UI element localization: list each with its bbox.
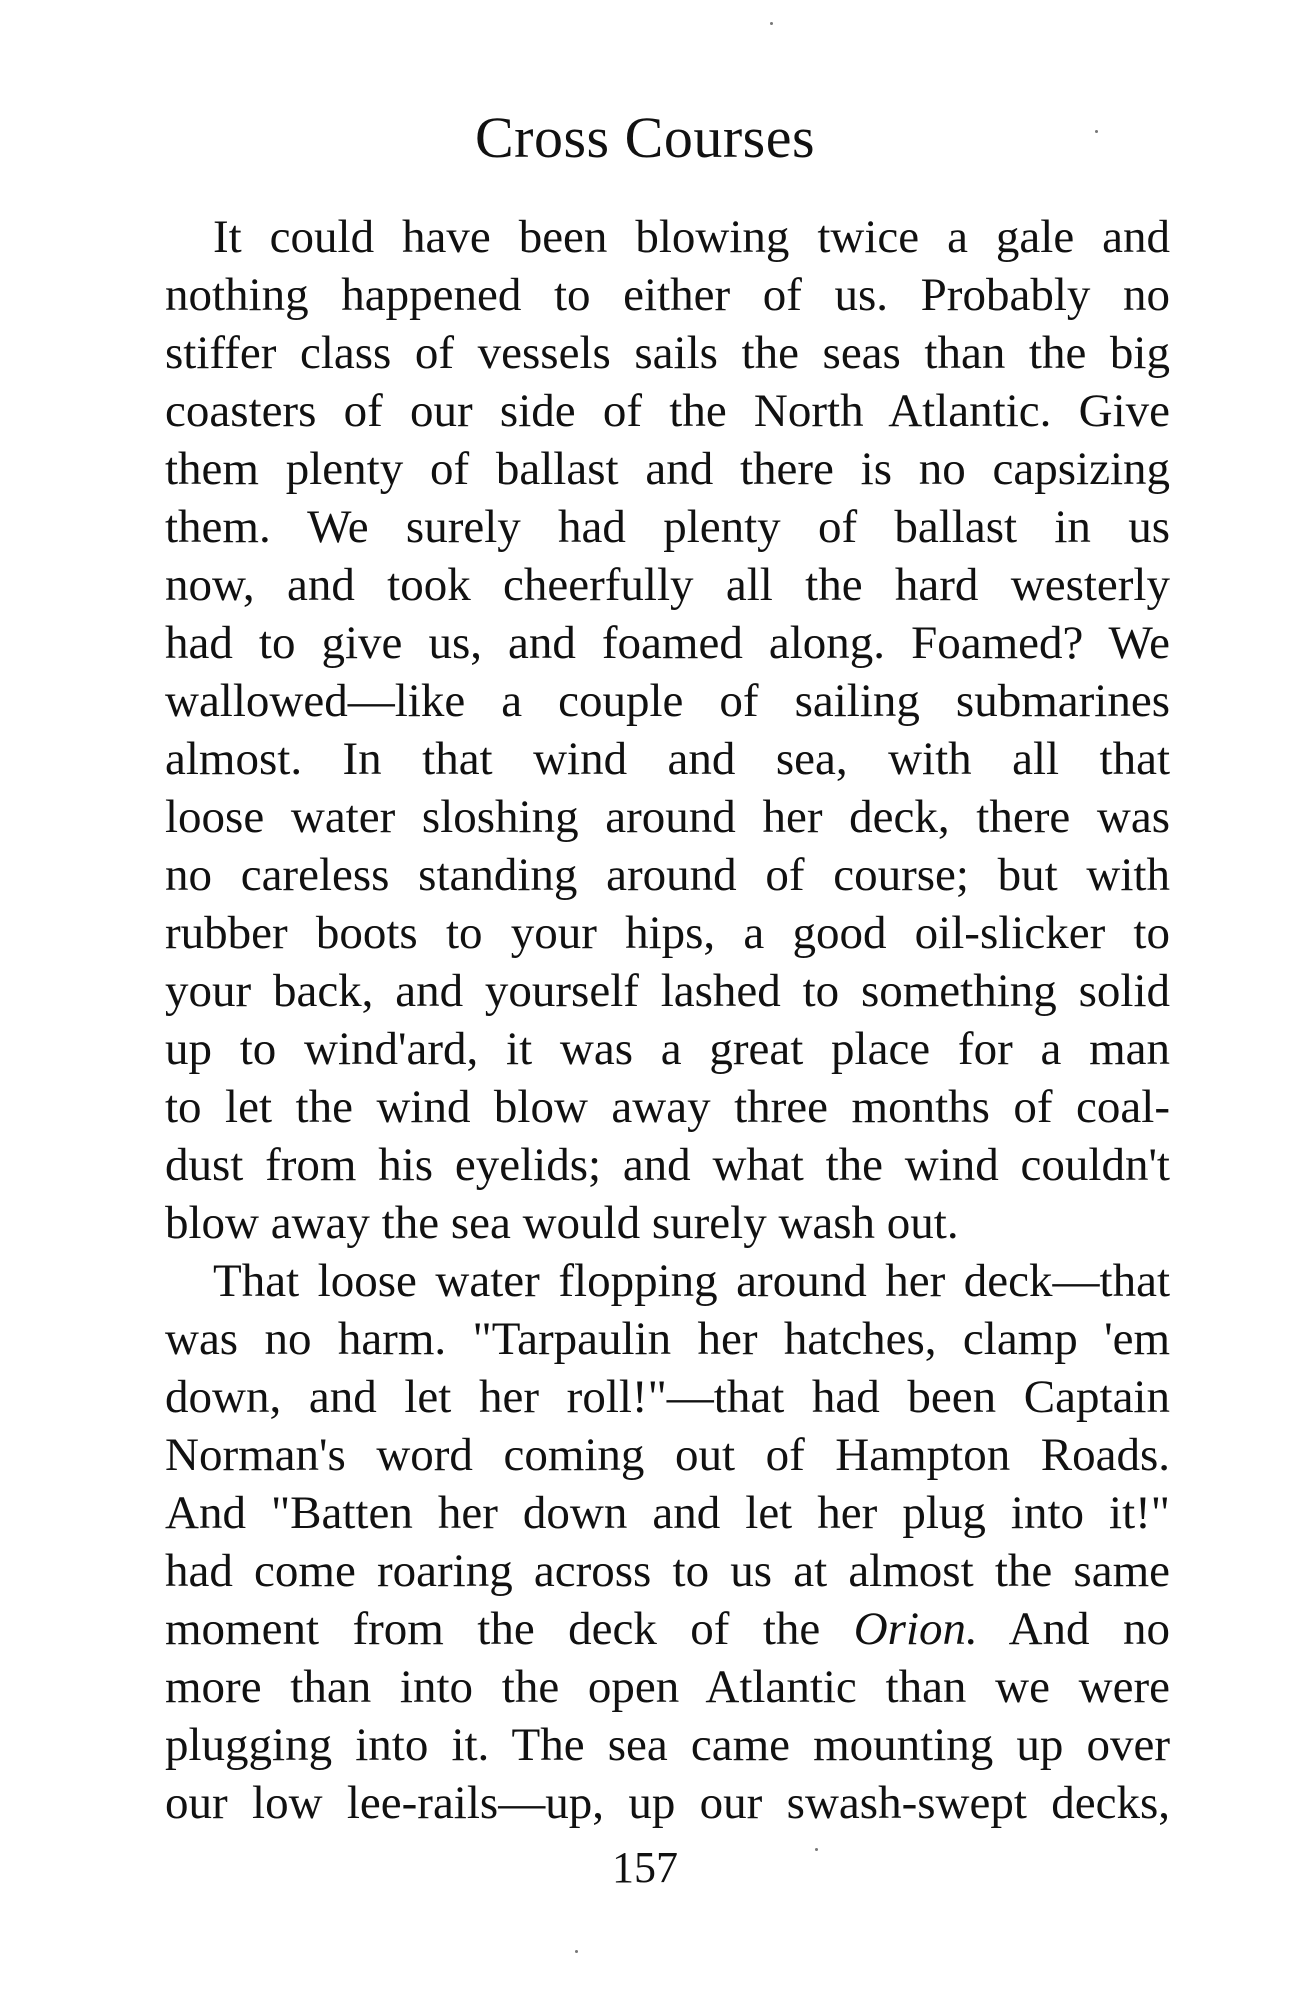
text-line: now, and took cheerfully all the hard westerly [165, 559, 1170, 611]
text-line: dust from his eyelids; and what the wind couldn't [165, 1139, 1170, 1191]
paper-speck [815, 1848, 818, 1851]
text-segment: And no [1008, 1603, 1170, 1655]
paper-speck [575, 1950, 578, 1953]
text-line: Norman's word coming out of Hampton Roads. [165, 1429, 1170, 1481]
text-line: our low lee-rails—up, up our swash-swept decks, [165, 1777, 1170, 1829]
running-head: Cross Courses [474, 105, 816, 170]
body-text [165, 208, 1170, 1832]
text-line: almost. In that wind and sea, with all that [165, 733, 1170, 785]
text-line: had to give us, and foamed along. Foamed? We [165, 617, 1170, 669]
text-line: to let the wind blow away three months of coal- [165, 1081, 1170, 1133]
paper-speck [770, 22, 773, 25]
text-line: nothing happened to either of us. Probably no [165, 269, 1170, 321]
text-line: It could have been blowing twice a gale and [213, 211, 1170, 263]
paragraph-1 [165, 208, 1170, 1252]
text-line-with-ship-name [165, 1600, 1170, 1658]
text-line: them. We surely had plenty of ballast in us [165, 501, 1170, 553]
text-line: wallowed—like a couple of sailing submarines [165, 675, 1170, 727]
text-line: your back, and yourself lashed to something solid [165, 965, 1170, 1017]
text-line: rubber boots to your hips, a good oil-slicker to [165, 907, 1170, 959]
page-number: 157 [612, 1843, 678, 1892]
text-line: stiffer class of vessels sails the seas than the big [165, 327, 1170, 379]
text-line: no careless standing around of course; but with [165, 849, 1170, 901]
text-line: had come roaring across to us at almost the same [165, 1545, 1170, 1597]
text-line: down, and let her roll!"—that had been Captain [165, 1371, 1170, 1423]
paragraph-2 [165, 1252, 1170, 1832]
text-line: And "Batten her down and let her plug into it!" [165, 1487, 1170, 1539]
ship-name: Orion. [853, 1603, 978, 1655]
text-line: coasters of our side of the North Atlantic. Give [165, 385, 1170, 437]
text-line: That loose water flopping around her deck—that [213, 1255, 1170, 1307]
text-line: was no harm. "Tarpaulin her hatches, clamp 'em [165, 1313, 1170, 1365]
text-line: blow away the sea would surely wash out. [165, 1197, 959, 1249]
text-line: loose water sloshing around her deck, there was [165, 791, 1170, 843]
text-line: plugging into it. The sea came mounting up over [165, 1719, 1170, 1771]
paper-speck [1095, 130, 1098, 133]
text-line: more than into the open Atlantic than we were [165, 1661, 1170, 1713]
text-segment: moment from the deck of the [165, 1603, 821, 1655]
text-line: up to wind'ard, it was a great place for a man [165, 1023, 1170, 1075]
text-line: them plenty of ballast and there is no capsizing [165, 443, 1170, 495]
